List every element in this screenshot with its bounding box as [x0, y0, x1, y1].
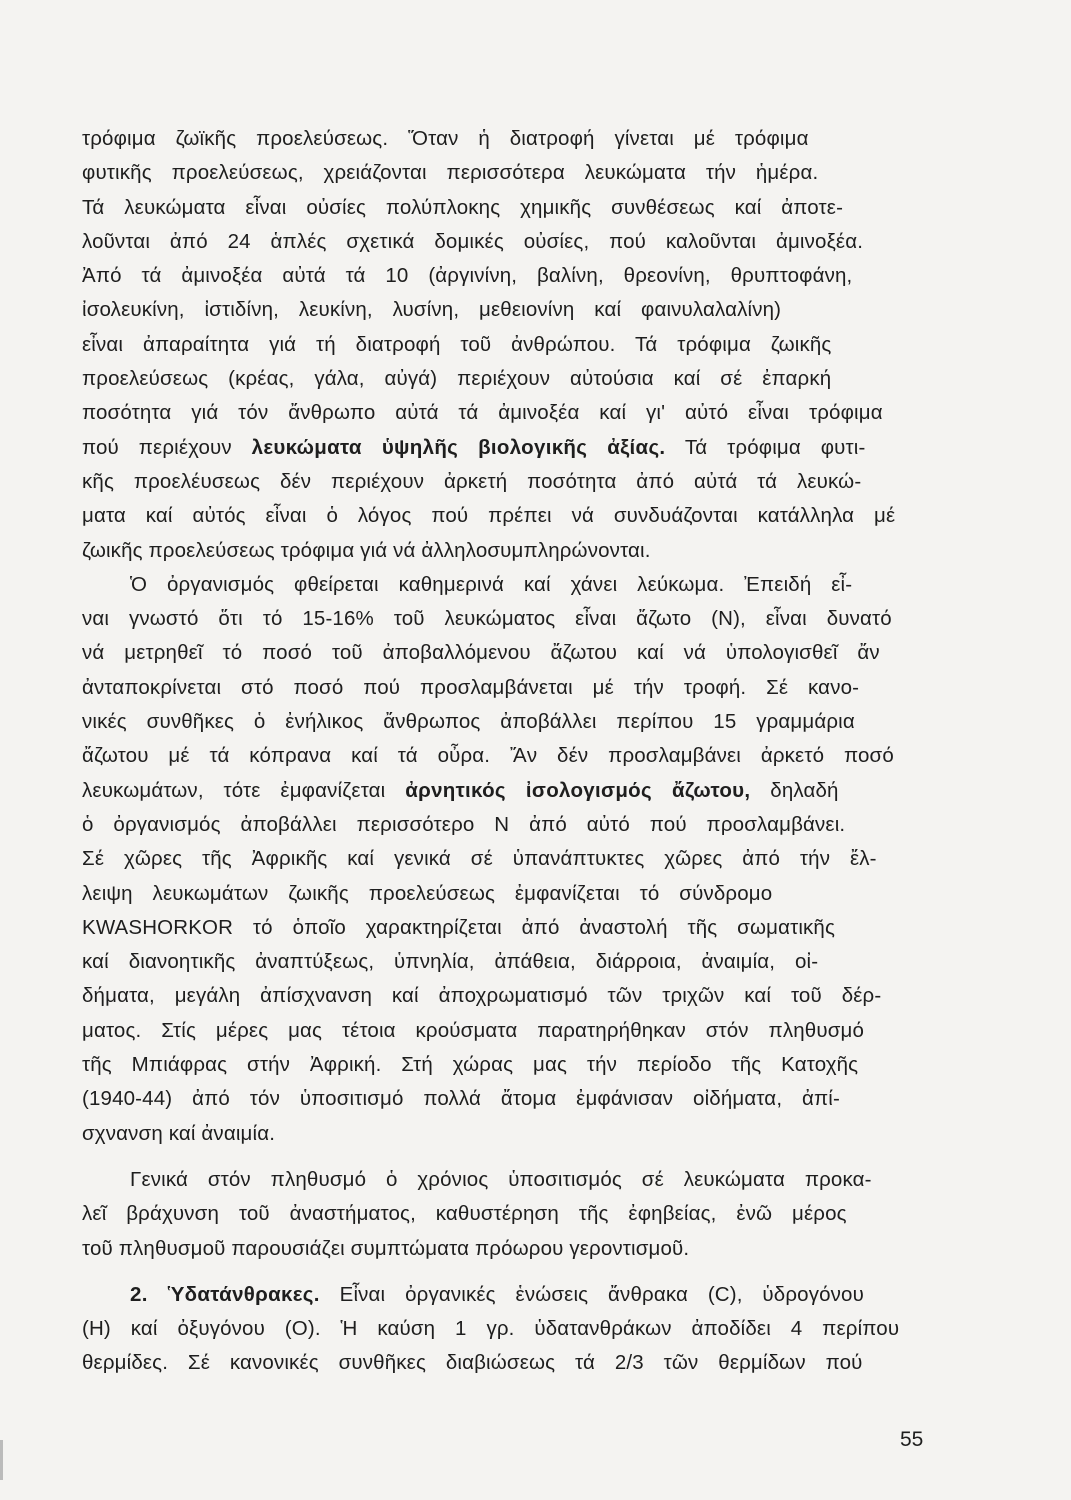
- text-line: [82, 1048, 932, 1082]
- text-line-section-start: [82, 1278, 932, 1312]
- line-text: λειψη λευκωμάτων ζωικῆς προελεύσεως ἐμφανίζεται τό σύνδρομο: [82, 881, 773, 905]
- text-line: [82, 739, 932, 773]
- line-text: λοῦνται ἀπό 24 ἁπλές σχετικά δομικές οὐσίες, πού καλοῦνται ἀμινοξέα.: [82, 229, 864, 253]
- line-text: Τά λευκώματα εἶναι οὐσίες πολύπλοκης χημικῆς συνθέσεως καί ἀποτε-: [82, 195, 844, 219]
- line-text: τοῦ πληθυσμοῦ παρουσιάζει συμπτώματα πρόωρου γεροντισμοῦ.: [82, 1236, 690, 1260]
- line-text: καί διανοητικῆς ἀναπτύξεως, ὑπνηλία, ἀπάθεια, διάρροια, ἀναιμία, οἰ-: [82, 950, 819, 974]
- line-text: ἀνταποκρίνεται στό ποσό πού προσλαμβάνεται μέ τήν τροφή. Σέ κανο-: [82, 675, 860, 699]
- text-line: [82, 259, 932, 293]
- line-text: σχνανση καί ἀναιμία.: [82, 1121, 276, 1145]
- line-text: νικές συνθῆκες ὁ ἐνήλικος ἄνθρωπος ἀποβάλλει περίπου 15 γραμμάρια: [82, 710, 855, 734]
- text-line-paragraph-end: [82, 1117, 932, 1151]
- line-text-with-heading: [130, 1278, 864, 1312]
- line-text: KWASHORKOR τό ὁποῖο χαρακτηρίζεται ἀπό ἀναστολή τῆς σωματικῆς: [82, 915, 835, 939]
- text-line: [82, 1014, 932, 1048]
- line-text-post: δηλαδή: [750, 778, 839, 802]
- line-text: νά μετρηθεῖ τό ποσό τοῦ ἀποβαλλόμενου ἄζωτου καί νά ὑπολογισθεῖ ἄν: [82, 641, 880, 665]
- bold-term-negative-nitrogen-balance: ἀρνητικός ἰσολογισμός ἄζωτου,: [405, 778, 751, 802]
- line-text: ὁ ὀργανισμός ἀποβάλλει περισσότερο Ν ἀπό αὐτό πού προσλαμβάνει.: [82, 812, 846, 836]
- text-line: [82, 1082, 932, 1116]
- text-line: [82, 1346, 932, 1380]
- text-line: [82, 328, 932, 362]
- text-line: [82, 1197, 932, 1231]
- line-text: (Η) καί ὀξυγόνου (Ο). Ἡ καύση 1 γρ. ὑδατανθράκων ἀποδίδει 4 περίπου: [82, 1317, 900, 1341]
- line-text: δήματα, μεγάλη ἀπίσχνανση καί ἀποχρωματισμό τῶν τριχῶν καί τοῦ δέρ-: [82, 984, 882, 1008]
- text-line: [82, 293, 932, 327]
- text-line: [82, 396, 932, 430]
- text-line: [82, 191, 932, 225]
- text-line: [82, 671, 932, 705]
- line-text: ματος. Στίς μέρες μας τέτοια κρούσματα παρατηρήθηκαν στόν πληθυσμό: [82, 1018, 865, 1042]
- page-number: 55: [900, 1428, 924, 1451]
- text-line: [82, 122, 932, 156]
- text-line: [82, 705, 932, 739]
- line-text-post: Εἶναι ὀργανικές ἑνώσεις ἄνθρακα (C), ὑδρογόνου: [319, 1282, 864, 1306]
- text-line-paragraph-end: [82, 1232, 932, 1266]
- line-text: φυτικῆς προελεύσεως, χρειάζονται περισσότερα λευκώματα τήν ἡμέρα.: [82, 161, 819, 185]
- text-line-paragraph-start: [82, 1163, 932, 1197]
- text-line: [82, 465, 932, 499]
- text-line: [82, 156, 932, 190]
- bold-term-high-biological-value: λευκώματα ὑψηλῆς βιολογικῆς ἀξίας.: [251, 435, 666, 459]
- text-line: [82, 877, 932, 911]
- line-text: ναι γνωστό ὅτι τό 15-16% τοῦ λευκώματος εἶναι ἄζωτο (Ν), εἶναι δυνατό: [82, 607, 892, 631]
- paragraph-gap: [82, 1266, 932, 1278]
- text-line: [82, 774, 932, 808]
- line-text: ἄζωτου μέ τά κόπρανα καί τά οὖρα. Ἄν δέν προσλαμβάνει ἀρκετό ποσό: [82, 744, 894, 768]
- line-text: Γενικά στόν πληθυσμό ὁ χρόνιος ὑποσιτισμός σέ λευκώματα προκα-: [130, 1167, 872, 1191]
- line-text-pre: λευκωμάτων, τότε ἐμφανίζεται: [82, 778, 406, 802]
- text-line-paragraph-start: [82, 568, 932, 602]
- line-text: τρόφιμα ζωϊκῆς προελεύσεως. Ὅταν ἡ διατροφή γίνεται μέ τρόφιμα: [82, 127, 809, 150]
- line-text: λεῖ βράχυνση τοῦ ἀναστήματος, καθυστέρηση τῆς ἐφηβείας, ἐνῶ μέρος: [82, 1202, 847, 1226]
- line-text: Ὁ ὀργανισμός φθείρεται καθημερινά καί χάνει λεύκωμα. Ἐπειδή εἶ-: [130, 572, 853, 596]
- text-line: [82, 842, 932, 876]
- text-line: [82, 979, 932, 1013]
- line-text: εἶναι ἀπαραίτητα γιά τή διατροφή τοῦ ἀνθρώπου. Τά τρόφιμα ζωικῆς: [82, 332, 832, 356]
- line-text: ζωικῆς προελεύσεως τρόφιμα γιά νά ἀλληλοσυμπληρώνονται.: [82, 538, 651, 562]
- text-line: [82, 1312, 932, 1346]
- line-text-post: Τά τρόφιμα φυτι-: [665, 435, 866, 459]
- text-line: [82, 945, 932, 979]
- line-text: ματα καί αὐτός εἶναι ὁ λόγος πού πρέπει νά συνδυάζονται κατάλληλα μέ: [82, 504, 896, 528]
- line-text: κῆς προελέυσεως δέν περιέχουν ἀρκετή ποσότητα ἀπό αὐτά τά λευκώ-: [82, 469, 862, 493]
- line-text: ποσότητα γιά τόν ἄνθρωπο αὐτά τά ἀμινοξέα καί γι' αὐτό εἶναι τρόφιμα: [82, 401, 883, 425]
- line-text-with-emphasis: [82, 431, 865, 465]
- line-text: Ἀπό τά ἀμινοξέα αὐτά τά 10 (ἀργινίνη, βαλίνη, θρεονίνη, θρυπτοφάνη,: [82, 264, 853, 288]
- text-line: [82, 431, 932, 465]
- line-text: ἰσολευκίνη, ἰστιδίνη, λευκίνη, λυσίνη, μεθειονίνη καί φαινυλαλαλίνη): [82, 298, 782, 322]
- line-text: Σέ χῶρες τῆς Ἀφρικῆς καί γενικά σέ ὑπανάπτυκτες χῶρες ἀπό τήν ἔλ-: [82, 847, 877, 871]
- text-line: [82, 636, 932, 670]
- scan-edge-mark: [0, 1440, 3, 1480]
- line-text: θερμίδες. Σέ κανονικές συνθῆκες διαβιώσεως τά 2/3 τῶν θερμίδων πού: [82, 1351, 863, 1375]
- text-line-paragraph-end: [82, 534, 932, 568]
- text-line: [82, 808, 932, 842]
- section-heading-carbohydrates: 2. Ὑδατάνθρακες.: [130, 1282, 320, 1306]
- text-line: [82, 499, 932, 533]
- paragraph-gap: [82, 1151, 932, 1163]
- body-text: [82, 122, 932, 1381]
- line-text-pre: πού περιέχουν: [82, 435, 252, 459]
- text-line: [82, 225, 932, 259]
- text-line: [82, 911, 932, 945]
- line-text: (1940-44) ἀπό τόν ὑποσιτισμό πολλά ἄτομα ἐμφάνισαν οἰδήματα, ἀπί-: [82, 1087, 840, 1111]
- line-text: προελεύσεως (κρέας, γάλα, αὐγά) περιέχουν αὐτούσια καί σέ ἐπαρκή: [82, 367, 832, 391]
- line-text: τῆς Μπιάφρας στήν Ἀφρική. Στή χώρας μας τήν περίοδο τῆς Κατοχῆς: [82, 1053, 859, 1077]
- text-line: [82, 362, 932, 396]
- line-text-with-emphasis: [82, 774, 839, 808]
- text-line: [82, 602, 932, 636]
